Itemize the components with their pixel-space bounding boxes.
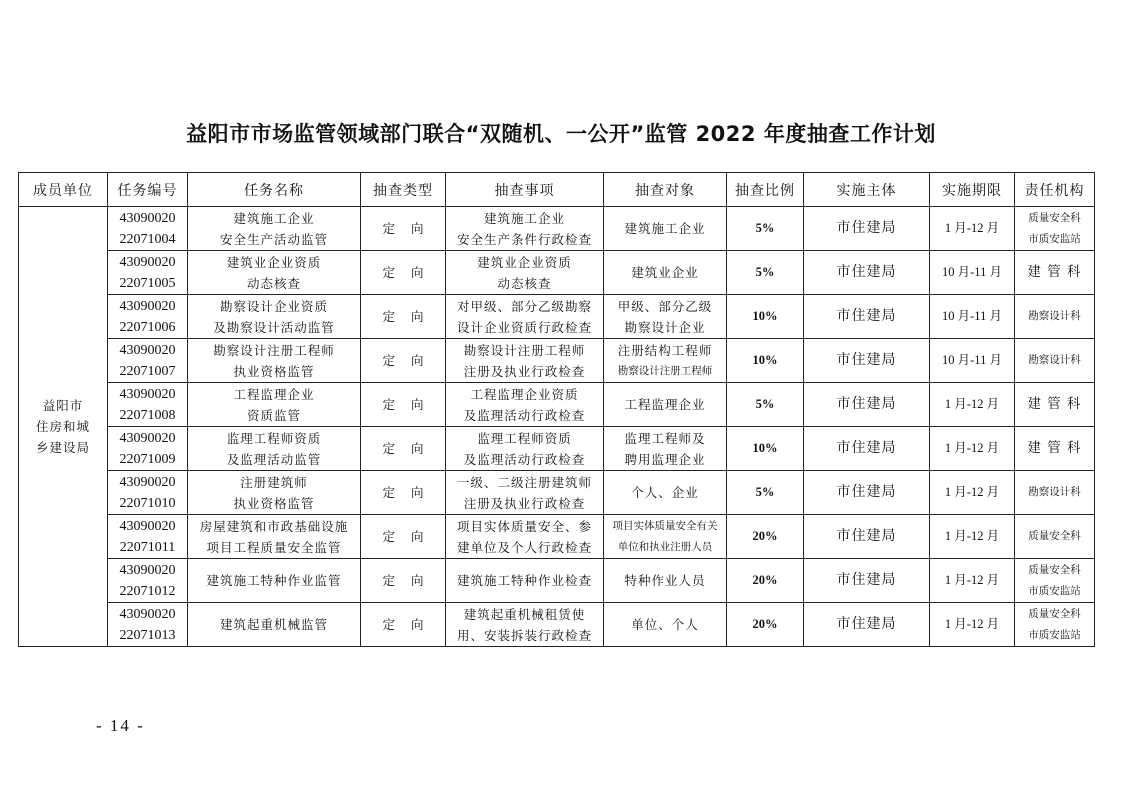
cell-line: 勘察设计企业资质 [219, 298, 328, 314]
task-id-cell [108, 295, 188, 339]
cell-line: 安全生产条件行政检查 [456, 231, 592, 247]
implementing-body-cell: 市住建局 [804, 207, 930, 251]
responsible-org-cell [1015, 515, 1095, 559]
table-row [19, 339, 1095, 383]
inspection-objects-cell [604, 207, 727, 251]
responsible-org-cell [1015, 559, 1095, 603]
inspection-ratio-cell: 5% [727, 383, 804, 427]
inspection-items-cell [446, 515, 604, 559]
cell-line: 22071005 [119, 275, 176, 291]
inspection-type-text: 定向 [382, 441, 440, 456]
cell-line: 市质安监站 [1028, 628, 1081, 641]
inspection-objects-cell [604, 471, 727, 515]
period-cell: 1 月-12 月 [930, 207, 1015, 251]
task-id-cell [108, 559, 188, 603]
table-row [19, 295, 1095, 339]
cell-line: 建筑施工企业 [483, 210, 565, 226]
implementing-body-cell: 市住建局 [804, 603, 930, 647]
cell-line: 建筑业企业资质 [477, 254, 572, 270]
table-row [19, 427, 1095, 471]
period-cell: 1 月-12 月 [930, 603, 1015, 647]
cell-line: 及监理活动监管 [226, 451, 322, 467]
inspection-type-cell [361, 383, 446, 427]
cell-line: 及监理活动行政检查 [463, 407, 586, 423]
task-name-cell [188, 515, 361, 559]
cell-line: 建 管 科 [1027, 264, 1082, 280]
task-id-cell [108, 427, 188, 471]
inspection-type-cell [361, 339, 446, 383]
inspection-objects-cell [604, 603, 727, 647]
inspection-items-cell [446, 383, 604, 427]
table-row [19, 471, 1095, 515]
inspection-type-text: 定向 [382, 353, 440, 368]
responsible-org-cell [1015, 427, 1095, 471]
cell-line: 勘察设计科 [1028, 486, 1081, 498]
cell-line: 特种作业人员 [624, 573, 706, 588]
cell-line: 执业资格监管 [233, 495, 315, 511]
inspection-objects-cell [604, 427, 727, 471]
cell-line: 房屋建筑和市政基础设施 [199, 518, 349, 534]
table-row [19, 603, 1095, 647]
inspection-type-text: 定向 [382, 221, 440, 236]
cell-line: 一级、二级注册建筑师 [456, 474, 592, 490]
inspection-type-text: 定向 [382, 573, 440, 588]
task-id-cell [108, 207, 188, 251]
header-inspection-type: 抽查类型 [361, 173, 446, 207]
inspection-items-cell [446, 559, 604, 603]
cell-line: 质量安全科 [1028, 563, 1081, 576]
inspection-objects-cell [604, 515, 727, 559]
cell-line: 项目实体质量安全、参 [456, 518, 592, 534]
cell-line: 43090020 [119, 518, 176, 534]
implementing-body-cell: 市住建局 [804, 383, 930, 427]
cell-line: 22071011 [119, 539, 176, 555]
cell-line: 22071004 [119, 231, 176, 247]
responsible-org-cell [1015, 295, 1095, 339]
table-row [19, 559, 1095, 603]
task-name-cell [188, 251, 361, 295]
inspection-objects-cell [604, 251, 727, 295]
inspection-type-cell [361, 427, 446, 471]
inspection-objects-cell [604, 559, 727, 603]
cell-line: 项目工程质量安全监管 [206, 539, 342, 555]
cell-line: 动态核查 [246, 275, 301, 291]
cell-line: 勘察设计企业 [624, 319, 706, 335]
period-cell: 10 月-11 月 [930, 339, 1015, 383]
cell-line: 住房和城 [35, 419, 90, 434]
cell-line: 22071006 [119, 319, 176, 335]
inspection-items-cell [446, 471, 604, 515]
cell-line: 监理工程师资质 [477, 430, 572, 446]
cell-line: 建筑施工特种作业监管 [206, 573, 342, 588]
cell-line: 勘察设计注册工程师 [213, 342, 335, 358]
period-cell: 10 月-11 月 [930, 251, 1015, 295]
implementing-body-cell: 市住建局 [804, 559, 930, 603]
table-row [19, 383, 1095, 427]
cell-line: 设计企业资质行政检查 [456, 319, 592, 335]
responsible-org-cell [1015, 603, 1095, 647]
inspection-items-cell [446, 251, 604, 295]
cell-line: 43090020 [119, 386, 176, 402]
inspection-type-cell [361, 559, 446, 603]
task-name-cell [188, 427, 361, 471]
task-id-cell [108, 603, 188, 647]
table-row [19, 515, 1095, 559]
period-cell: 1 月-12 月 [930, 427, 1015, 471]
cell-line: 安全生产活动监管 [219, 231, 328, 247]
header-responsible-org: 责任机构 [1015, 173, 1095, 207]
cell-line: 43090020 [119, 342, 176, 358]
cell-line: 监理工程师及 [624, 430, 706, 446]
task-name-cell [188, 471, 361, 515]
cell-line: 甲级、部分乙级 [617, 298, 713, 314]
cell-line: 勘察设计注册工程师 [617, 364, 713, 377]
table-row [19, 207, 1095, 251]
table-header-row [19, 173, 1095, 207]
cell-line: 质量安全科 [1028, 211, 1081, 224]
cell-line: 22071007 [119, 363, 176, 379]
cell-line: 建筑施工企业 [233, 210, 315, 226]
inspection-ratio-cell: 5% [727, 251, 804, 295]
cell-line: 市质安监站 [1028, 232, 1081, 245]
inspection-ratio-cell: 10% [727, 339, 804, 383]
cell-line: 市质安监站 [1028, 584, 1081, 597]
cell-line: 43090020 [119, 254, 176, 270]
task-name-cell [188, 207, 361, 251]
inspection-items-cell [446, 339, 604, 383]
implementing-body-cell: 市住建局 [804, 295, 930, 339]
cell-line: 工程监理企业 [624, 397, 706, 412]
inspection-ratio-cell: 10% [727, 427, 804, 471]
period-cell: 1 月-12 月 [930, 559, 1015, 603]
inspection-type-text: 定向 [382, 265, 440, 280]
member-unit-cell [19, 207, 108, 647]
header-implementing-body: 实施主体 [804, 173, 930, 207]
inspection-type-text: 定向 [382, 397, 440, 412]
cell-line: 执业资格监管 [233, 363, 315, 379]
implementing-body-cell: 市住建局 [804, 339, 930, 383]
task-name-cell [188, 383, 361, 427]
responsible-org-cell [1015, 207, 1095, 251]
cell-line: 建筑业企业资质 [226, 254, 322, 270]
inspection-items-cell [446, 207, 604, 251]
inspection-objects-cell [604, 383, 727, 427]
inspection-type-cell [361, 251, 446, 295]
inspection-type-text: 定向 [382, 309, 440, 324]
inspection-type-cell [361, 295, 446, 339]
cell-line: 注册及执业行政检查 [463, 495, 586, 511]
cell-line: 个人、企业 [631, 485, 699, 500]
cell-line: 质量安全科 [1028, 607, 1081, 620]
cell-line: 监理工程师资质 [226, 430, 322, 446]
period-cell: 1 月-12 月 [930, 471, 1015, 515]
inspection-items-cell [446, 603, 604, 647]
inspection-ratio-cell: 20% [727, 603, 804, 647]
cell-line: 22071010 [119, 495, 176, 511]
header-inspection-objects: 抽查对象 [604, 173, 727, 207]
task-name-cell [188, 339, 361, 383]
cell-line: 聘用监理企业 [624, 451, 706, 467]
cell-line: 用、安装拆装行政检查 [456, 627, 592, 643]
responsible-org-cell [1015, 471, 1095, 515]
inspection-items-cell [446, 295, 604, 339]
inspection-ratio-cell: 20% [727, 559, 804, 603]
cell-line: 注册结构工程师 [617, 342, 713, 358]
task-name-cell [188, 559, 361, 603]
cell-line: 注册建筑师 [240, 474, 308, 490]
period-cell: 1 月-12 月 [930, 383, 1015, 427]
cell-line: 项目实体质量安全有关 [612, 519, 718, 532]
cell-line: 工程监理企业 [233, 386, 315, 402]
inspection-type-text: 定向 [382, 617, 440, 632]
cell-line: 建筑施工特种作业检查 [456, 573, 592, 588]
responsible-org-cell [1015, 251, 1095, 295]
period-cell: 10 月-11 月 [930, 295, 1015, 339]
inspection-ratio-cell: 5% [727, 207, 804, 251]
period-cell: 1 月-12 月 [930, 515, 1015, 559]
header-period: 实施期限 [930, 173, 1015, 207]
implementing-body-cell: 市住建局 [804, 251, 930, 295]
task-id-cell [108, 515, 188, 559]
inspection-type-cell [361, 603, 446, 647]
inspection-objects-cell [604, 339, 727, 383]
cell-line: 43090020 [119, 606, 176, 622]
cell-line: 及监理活动行政检查 [463, 451, 586, 467]
implementing-body-cell: 市住建局 [804, 427, 930, 471]
cell-line: 单位、个人 [631, 617, 699, 632]
task-id-cell [108, 251, 188, 295]
header-task-name: 任务名称 [188, 173, 361, 207]
cell-line: 勘察设计科 [1028, 354, 1081, 366]
cell-line: 建 管 科 [1027, 440, 1082, 456]
cell-line: 43090020 [119, 474, 176, 490]
task-name-cell [188, 295, 361, 339]
cell-line: 22071012 [119, 583, 176, 599]
inspection-type-cell [361, 207, 446, 251]
inspection-type-text: 定向 [382, 529, 440, 544]
document-title: 益阳市市场监管领域部门联合“双随机、一公开”监管 2022 年度抽查工作计划 [186, 122, 936, 146]
cell-line: 建筑起重机械监管 [219, 617, 328, 632]
inspection-type-cell [361, 471, 446, 515]
cell-line: 22071009 [119, 451, 176, 467]
task-id-cell [108, 339, 188, 383]
cell-line: 建筑业企业 [631, 265, 699, 280]
cell-line: 22071013 [119, 627, 176, 643]
inspection-ratio-cell: 10% [727, 295, 804, 339]
cell-line: 43090020 [119, 298, 176, 314]
cell-line: 建 管 科 [1027, 396, 1082, 412]
cell-line: 43090020 [119, 562, 176, 578]
cell-line: 工程监理企业资质 [470, 386, 579, 402]
inspection-type-text: 定向 [382, 485, 440, 500]
header-task-id: 任务编号 [108, 173, 188, 207]
cell-line: 及勘察设计活动监管 [213, 319, 335, 335]
cell-line: 乡建设局 [35, 440, 90, 455]
cell-line: 43090020 [119, 210, 176, 226]
cell-line: 益阳市 [42, 398, 84, 413]
header-inspection-ratio: 抽查比例 [727, 173, 804, 207]
cell-line: 单位和执业注册人员 [617, 540, 713, 553]
cell-line: 注册及执业行政检查 [463, 363, 586, 379]
header-member-unit: 成员单位 [19, 173, 108, 207]
cell-line: 43090020 [119, 430, 176, 446]
task-id-cell [108, 471, 188, 515]
implementing-body-cell: 市住建局 [804, 471, 930, 515]
responsible-org-cell [1015, 339, 1095, 383]
table-row [19, 251, 1095, 295]
inspection-objects-cell [604, 295, 727, 339]
inspection-ratio-cell: 20% [727, 515, 804, 559]
cell-line: 建单位及个人行政检查 [456, 539, 592, 555]
cell-line: 资质监管 [246, 407, 301, 423]
responsible-org-cell [1015, 383, 1095, 427]
task-id-cell [108, 383, 188, 427]
cell-line: 22071008 [119, 407, 176, 423]
cell-line: 建筑施工企业 [624, 221, 706, 236]
cell-line: 动态核查 [497, 275, 552, 291]
cell-line: 质量安全科 [1028, 530, 1081, 542]
header-inspection-items: 抽查事项 [446, 173, 604, 207]
implementing-body-cell: 市住建局 [804, 515, 930, 559]
inspection-ratio-cell: 5% [727, 471, 804, 515]
inspection-items-cell [446, 427, 604, 471]
cell-line: 勘察设计注册工程师 [463, 342, 586, 358]
task-name-cell [188, 603, 361, 647]
inspection-type-cell [361, 515, 446, 559]
inspection-plan-table [18, 172, 1095, 647]
page-number: - 14 - [96, 716, 145, 735]
cell-line: 对甲级、部分乙级勘察 [456, 298, 592, 314]
cell-line: 建筑起重机械租赁使 [463, 606, 586, 622]
cell-line: 勘察设计科 [1028, 310, 1081, 322]
